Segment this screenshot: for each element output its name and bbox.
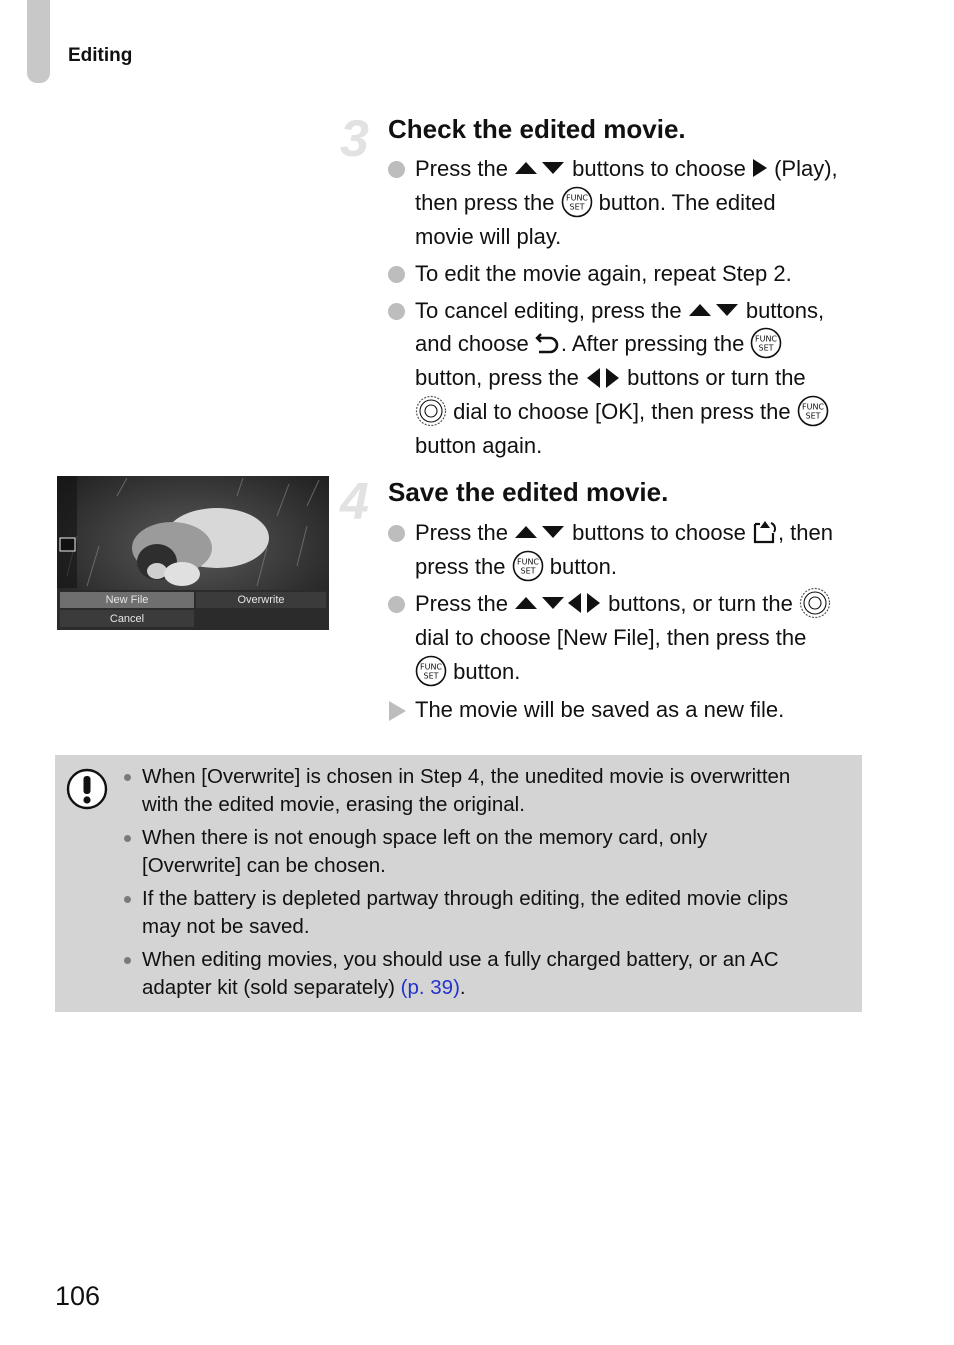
list-item: When there is not enough space left on the memory card, only [Overwrite] can be chosen. — [123, 824, 848, 880]
list-item: To cancel editing, press the buttons, and choose . After pressing the FUNC SET button, press the buttons or turn the dial to choose [OK], then press the FUNC SET button again. — [388, 294, 868, 463]
step-4-title: Save the edited movie. — [388, 477, 669, 507]
bullet-dot — [124, 774, 131, 781]
list-item: If the battery is depleted partway through editing, the edited movie clips may not be saved. — [123, 885, 848, 941]
svg-text:FUNC: FUNC — [755, 334, 778, 344]
bullet-dot — [124, 957, 131, 964]
svg-text:FUNC: FUNC — [516, 557, 539, 567]
svg-text:SET: SET — [758, 343, 774, 353]
play-icon — [752, 158, 768, 178]
list-item: When [Overwrite] is chosen in Step 4, the unedited movie is overwritten with the edited movie, erasing the original. — [123, 763, 848, 819]
notice-list — [123, 763, 848, 1007]
option-overwrite: Overwrite — [237, 594, 285, 606]
caution-notice — [55, 755, 862, 1012]
step-3-title: Check the edited movie. — [388, 114, 686, 144]
svg-text:SET: SET — [520, 566, 536, 576]
func-set-button-icon — [561, 186, 593, 218]
option-cancel: Cancel — [109, 613, 145, 625]
svg-text:FUNC: FUNC — [565, 193, 588, 203]
up-down-arrows-icon — [514, 595, 566, 611]
bullet-marker — [388, 303, 405, 320]
list-item: The movie will be saved as a new file. — [388, 693, 868, 727]
svg-text:SET: SET — [805, 411, 821, 421]
list-item: Press the buttons to choose (Play), then press the FUNC SET button. The edited movie will play. — [388, 152, 868, 253]
section-tab-bar — [27, 0, 50, 83]
func-set-button-icon — [512, 550, 544, 582]
list-item: Press the buttons, or turn the dial to choose [New File], then press the FUNC SET button. — [388, 587, 868, 689]
step-4-bullets — [388, 516, 868, 730]
up-down-arrows-icon — [688, 302, 740, 318]
bullet-marker — [388, 266, 405, 283]
func-set-button-icon — [797, 395, 829, 427]
section-label: Editing — [68, 45, 133, 66]
list-item: When editing movies, you should use a fully charged battery, or an AC adapter kit (sold separately) (p. 39). — [123, 946, 848, 1002]
option-new-file: New File — [105, 594, 149, 606]
control-dial-icon — [799, 587, 831, 619]
left-right-arrows-icon — [585, 367, 621, 389]
camera-screen-image — [57, 476, 329, 630]
svg-text:SET: SET — [569, 202, 585, 212]
step-3-number: 3 — [340, 110, 369, 168]
up-down-arrows-icon — [514, 524, 566, 540]
page-number: 106 — [55, 1281, 101, 1311]
bullet-dot — [124, 835, 131, 842]
bullet-dot — [124, 896, 131, 903]
svg-text:FUNC: FUNC — [419, 662, 443, 672]
step-4-number: 4 — [340, 473, 369, 531]
up-down-arrows-icon — [514, 160, 566, 176]
bullet-marker — [388, 596, 405, 613]
list-item: Press the buttons to choose , then press the FUNC SET button. — [388, 516, 868, 584]
caution-icon — [66, 768, 108, 810]
bullet-marker — [388, 161, 405, 178]
bullet-marker — [388, 525, 405, 542]
control-dial-icon — [415, 395, 447, 427]
list-item: To edit the movie again, repeat Step 2. — [388, 257, 868, 291]
step-3-bullets — [388, 152, 868, 466]
save-movie-icon — [752, 519, 778, 545]
return-icon — [535, 331, 561, 355]
svg-text:SET: SET — [423, 671, 439, 681]
left-right-arrows-icon — [566, 592, 602, 614]
func-set-button-icon — [750, 327, 782, 359]
result-marker — [389, 701, 406, 721]
func-set-button-icon — [415, 655, 447, 687]
svg-text:FUNC: FUNC — [801, 402, 824, 412]
page-reference-link[interactable]: (p. 39) — [400, 976, 460, 999]
